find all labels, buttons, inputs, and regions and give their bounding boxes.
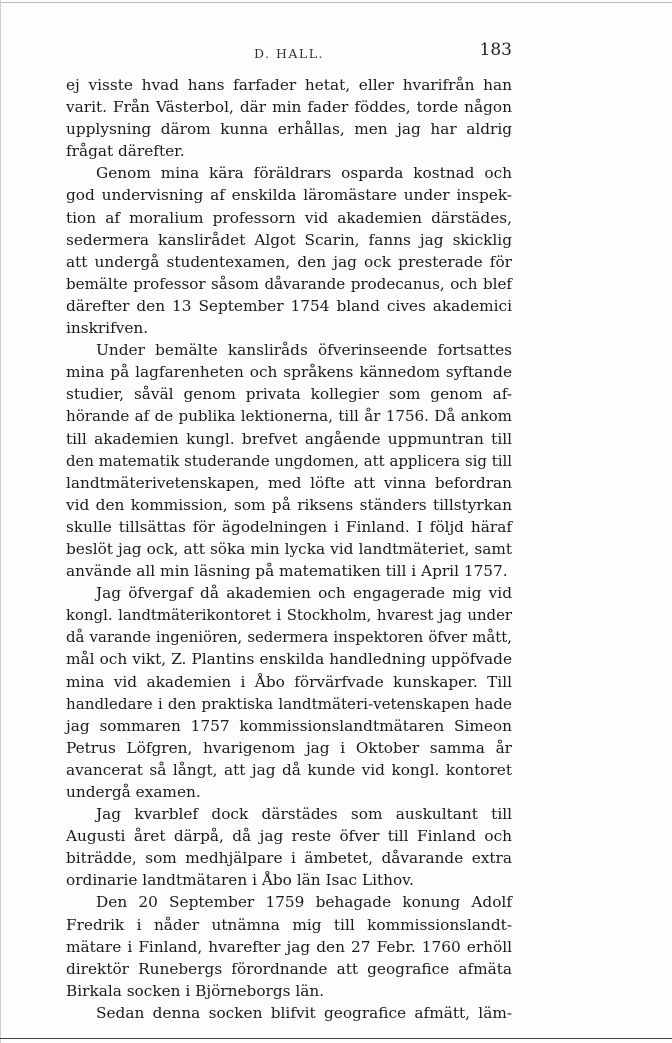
page-number: 183	[479, 40, 512, 60]
text-line: bemälte professor såsom dåvarande prodecanus, och blef	[66, 274, 512, 293]
text-line: mål och vikt, Z. Plantins enskilda handledning uppöfvade	[66, 650, 512, 669]
text-line: landtmäterivetenskapen, med löfte att vinna befordran	[66, 473, 512, 492]
text-line: till akademien kungl. brefvet angående uppmuntran till	[66, 429, 512, 448]
text-line: vid den kommission, som på riksens ständers tillstyrkan	[66, 495, 512, 514]
text-line: avancerat så långt, att jag då kunde vid kongl. kontoret	[66, 760, 512, 779]
text-line: Petrus Löfgren, hvarigenom jag i Oktober samma år	[66, 738, 512, 757]
text-line: då varande ingeniören, sedermera inspektoren öfver mått,	[66, 628, 512, 647]
text-line: Under bemälte kansliråds öfverinseende fortsattes	[96, 341, 512, 360]
text-line: Birkala socken i Björneborgs län.	[66, 981, 325, 1000]
text-line: biträdde, som medhjälpare i ämbetet, dåvarande extra	[66, 849, 512, 868]
paragraph	[66, 339, 512, 582]
paragraph	[66, 582, 512, 803]
text-line: upplysning därom kunna erhållas, men jag har aldrig	[66, 120, 512, 139]
text-line: kongl. landtmäterikontoret i Stockholm, hvarest jag under	[66, 606, 512, 625]
text-line: frågat därefter.	[66, 142, 185, 161]
text-line: skulle tillsättas för ägodelningen i Finland. I följd häraf	[66, 517, 512, 536]
text-line: beslöt jag ock, att söka min lycka vid landtmäteriet, samt	[66, 539, 512, 558]
bottom-edge-rule	[0, 1038, 672, 1039]
text-line: ej visste hvad hans farfader hetat, eller hvarifrån han	[66, 76, 512, 94]
paragraph	[66, 891, 512, 1001]
text-line: god undervisning af enskilda läromästare under inspek-	[66, 186, 512, 205]
text-line: studier, såväl genom privata kollegier som genom af-	[66, 385, 512, 404]
text-line: därefter den 13 September 1754 bland cives akademici	[66, 296, 512, 315]
text-line: handledare i den praktiska landtmäteri-vetenskapen hade	[66, 694, 512, 713]
text-line: direktör Runebergs förordnande att geografice afmäta	[66, 959, 512, 978]
text-line: Jag kvarblef dock därstädes som auskultant till	[96, 805, 512, 824]
text-line: den matematik studerande ungdomen, att applicera sig till	[66, 451, 512, 470]
text-line: undergå examen.	[66, 783, 201, 801]
text-line: använde all min läsning på matematiken till i April 1757.	[66, 562, 508, 581]
paragraph	[66, 1002, 512, 1024]
page-header	[66, 40, 512, 66]
text-line: varit. Från Västerbol, där min fader föddes, torde någon	[66, 98, 512, 117]
text-line: tion af moralium professorn vid akademien därstädes,	[66, 208, 512, 227]
text-line: hörande af de publika lektionerna, till år 1756. Då ankom	[66, 407, 512, 426]
text-line: sedermera kanslirådet Algot Scarin, fanns jag skicklig	[66, 230, 512, 249]
text-line: inskrifven.	[66, 319, 149, 338]
text-line: mina vid akademien i Åbo förvärfvade kunskaper. Till	[66, 672, 512, 691]
text-line: ordinarie landtmätaren i Åbo län Isac Lithov.	[66, 871, 414, 890]
text-line: Jag öfvergaf då akademien och engagerade mig vid	[96, 584, 512, 603]
text-line: mätare i Finland, hvarefter jag den 27 Febr. 1760 erhöll	[66, 937, 512, 956]
text-line: jag sommaren 1757 kommissionslandtmätaren Simeon	[66, 716, 512, 735]
top-edge-rule	[0, 2, 672, 3]
text-line: Sedan denna socken blifvit geografice afmätt, läm-	[96, 1003, 512, 1022]
text-line: Augusti året därpå, då jag reste öfver till Finland och	[66, 827, 512, 846]
text-line: Den 20 September 1759 behagade konung Adolf	[96, 893, 512, 912]
text-line: mina på lagfarenheten och språkens kännedom syftande	[66, 363, 512, 382]
body-text	[66, 74, 512, 1024]
paragraph	[66, 803, 512, 891]
text-line: Genom mina kära föräldrars osparda kostnad och	[96, 164, 512, 183]
running-head: D. HALL.	[253, 46, 325, 61]
text-line: Fredrik i nåder utnämna mig till kommissionslandt-	[66, 915, 512, 934]
paragraph	[66, 162, 512, 339]
text-line: att undergå studentexamen, den jag ock presterade för	[66, 252, 512, 271]
paragraph	[66, 74, 512, 162]
left-edge-rule	[0, 0, 1, 1043]
